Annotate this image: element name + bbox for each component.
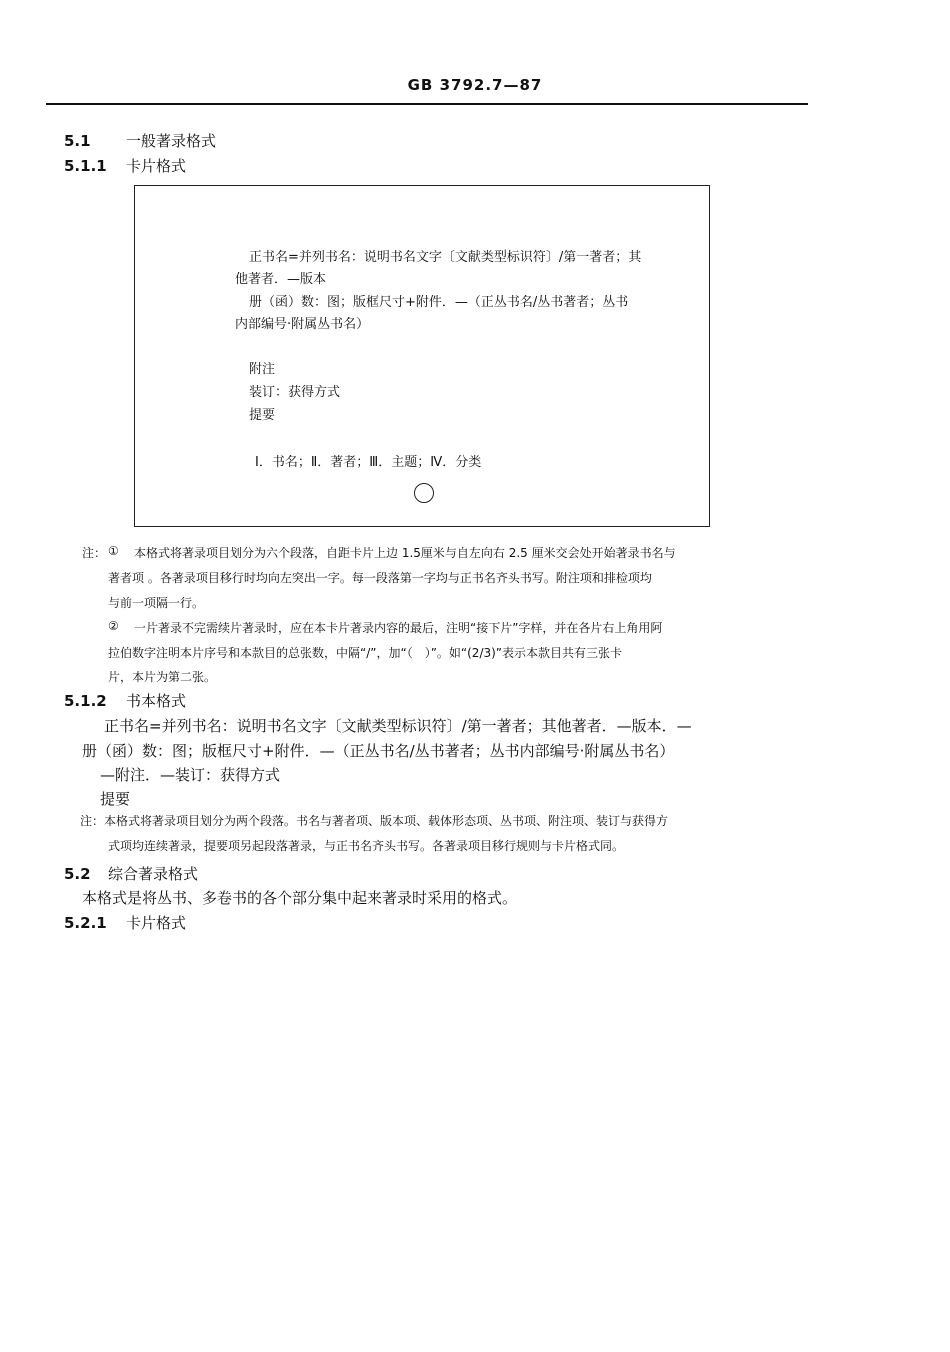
note-marker-1: ① (108, 544, 119, 558)
note-text: 与前一项隔一行。 (108, 596, 205, 610)
note-text: 著者项 。各著录项目移行时均向左突出一字。每一段落第一字均与正书名齐头书写。附注项和排检项均 (108, 571, 652, 585)
card-line: 装订：获得方式 (249, 385, 341, 400)
book-format-line: 册（函）数：图；版框尺寸+附件．—（正丛书名/丛书著者；丛书内部编号·附属丛书名） (82, 742, 675, 760)
card-line: 附注 (249, 362, 276, 377)
section-number: 5.1 (64, 132, 91, 150)
card-line: 他著者．—版本 (235, 272, 327, 287)
section-5-1-1-heading (64, 155, 186, 176)
card-hole-circle (414, 483, 434, 503)
book-format-line: 提要 (100, 790, 131, 808)
note-marker-2: ② (108, 619, 119, 633)
section-5-2-1-heading (64, 912, 186, 933)
section-number: 5.2 (64, 865, 91, 883)
section-number: 5.1.1 (64, 157, 107, 175)
section-title: 一般著录格式 (126, 132, 217, 150)
note-text: 式项均连续著录，提要项另起段落著录，与正书名齐头书写。各著录项目移行规则与卡片格式同。 (108, 839, 625, 853)
note-text: 片，本片为第二张。 (108, 670, 217, 684)
section-title: 卡片格式 (126, 914, 187, 932)
card-line: 提要 (249, 408, 276, 423)
note-text: 本格式将著录项目划分为六个段落，自距卡片上边 1.5厘米与自左向右 2.5 厘米交会处开始著录书名与 (134, 546, 676, 560)
note-text: 拉伯数字注明本片序号和本款目的总张数，中隔“/”，加“（ ）”。如“(2/3)”表示本款目共有三张卡 (108, 646, 623, 660)
section-5-2-text: 本格式是将丛书、多卷书的各个部分集中起来著录时采用的格式。 (82, 889, 518, 907)
catalog-card-example (134, 185, 710, 527)
section-5-1-heading (64, 130, 216, 151)
header-rule (46, 103, 808, 105)
card-line: Ⅰ．书名；Ⅱ．著者；Ⅲ．主题；Ⅳ．分类 (255, 455, 482, 470)
note-text: 注：本格式将著录项目划分为两个段落。书名与著者项、版本项、载体形态项、丛书项、附注项、装订与获得方 (80, 814, 669, 828)
card-line: 册（函）数：图；版框尺寸+附件．—（正丛书名/丛书著者；丛书 (249, 295, 629, 310)
section-number: 5.1.2 (64, 692, 107, 710)
card-line: 内部编号·附属丛书名） (235, 317, 370, 332)
card-line: 正书名=并列书名：说明书名文字〔文献类型标识符〕/第一著者；其 (249, 250, 642, 265)
section-title: 综合著录格式 (108, 865, 199, 883)
section-5-1-2-heading (64, 690, 186, 711)
note-prefix: 注： (82, 546, 107, 560)
note-text: 一片著录不完需续片著录时，应在本卡片著录内容的最后，注明“接下片”字样，并在各片右上角用阿 (134, 621, 663, 635)
section-number: 5.2.1 (64, 914, 107, 932)
book-format-line: 正书名=并列书名：说明书名文字〔文献类型标识符〕/第一著者；其他著者．—版本．— (104, 717, 692, 735)
book-format-line: —附注．—装订：获得方式 (100, 766, 281, 784)
section-title: 书本格式 (126, 692, 187, 710)
page-header: GB 3792.7—87 (407, 76, 543, 94)
section-5-2-heading (64, 863, 198, 884)
section-title: 卡片格式 (126, 157, 187, 175)
